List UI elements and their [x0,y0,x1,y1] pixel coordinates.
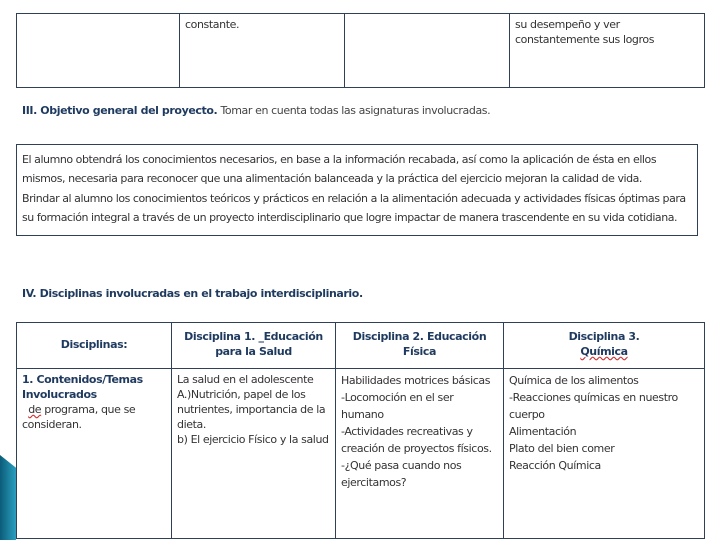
disciplines-table [16,322,705,539]
header-3-subject: Química [580,345,628,358]
header-discipline-1: Disciplina 1. _Educación para la Salud [172,323,336,369]
section-4-title: IV. Disciplinas involucradas en el trabajo interdisciplinario. [22,287,363,300]
cell: constante. [180,14,345,88]
list-item: La salud en el adolescente [177,373,314,386]
header-discipline-3 [504,323,705,369]
list-item: Química de los alimentos [509,374,639,387]
list-item: -Locomoción en el ser humano [341,391,454,421]
row-label-rest: programa, que se consideran. [22,403,136,431]
list-item: A.)Nutrición, papel de los nutrientes, importancia de la dieta. [177,388,326,431]
discipline-1-content [172,369,336,539]
discipline-2-content [336,369,504,539]
section-3-title: III. Objetivo general del proyecto. [22,104,218,117]
section-3-subtitle: Tomar en cuenta todas las asignaturas involucradas. [220,104,491,117]
decorative-shape [0,455,16,540]
section-4-heading [22,287,363,300]
list-item: Alimentación [509,425,577,438]
list-item: b) El ejercicio Físico y la salud [177,433,329,446]
row-label-de: de [28,403,42,416]
list-item: Reacción Química [509,459,601,472]
list-item: Plato del bien comer [509,442,615,455]
header-discipline-2: Disciplina 2. Educación Física [336,323,504,369]
row-label-title: 1. Contenidos/Temas Involucrados [22,373,143,401]
previous-table [16,13,705,88]
section-3-heading [22,104,490,117]
objective-paragraph: El alumno obtendrá los conocimientos necesarios, en base a la información recabada, así como la aplicación de ésta en ellos mismos, necesaria para reconocer que una alimentación balanceada y la práctica del ejercicio mejoran la calidad de vida. [22,153,657,185]
objective-paragraph: Brindar al alumno los conocimientos teóricos y prácticos en relación a la alimentación adecuada y actividades físicas óptimas para su formación integral a través de un proyecto interdisciplinario que logre impactar de manera trascendente en su vida cotidiana. [22,192,686,224]
list-item: -Actividades recreativas y creación de proyectos físicos. [341,425,492,455]
discipline-3-content [504,369,705,539]
cell [17,14,180,88]
header-3-label: Disciplina 3. [568,330,640,343]
cell [345,14,510,88]
list-item: Habilidades motrices básicas [341,374,491,387]
cell: su desempeño y ver constantemente sus logros [510,14,705,88]
list-item: -Reacciones químicas en nuestro cuerpo [509,391,678,421]
header-disciplinas: Disciplinas: [17,323,172,369]
row-label [17,369,172,539]
objective-box [16,144,698,236]
list-item: -¿Qué pasa cuando nos ejercitamos? [341,459,462,489]
